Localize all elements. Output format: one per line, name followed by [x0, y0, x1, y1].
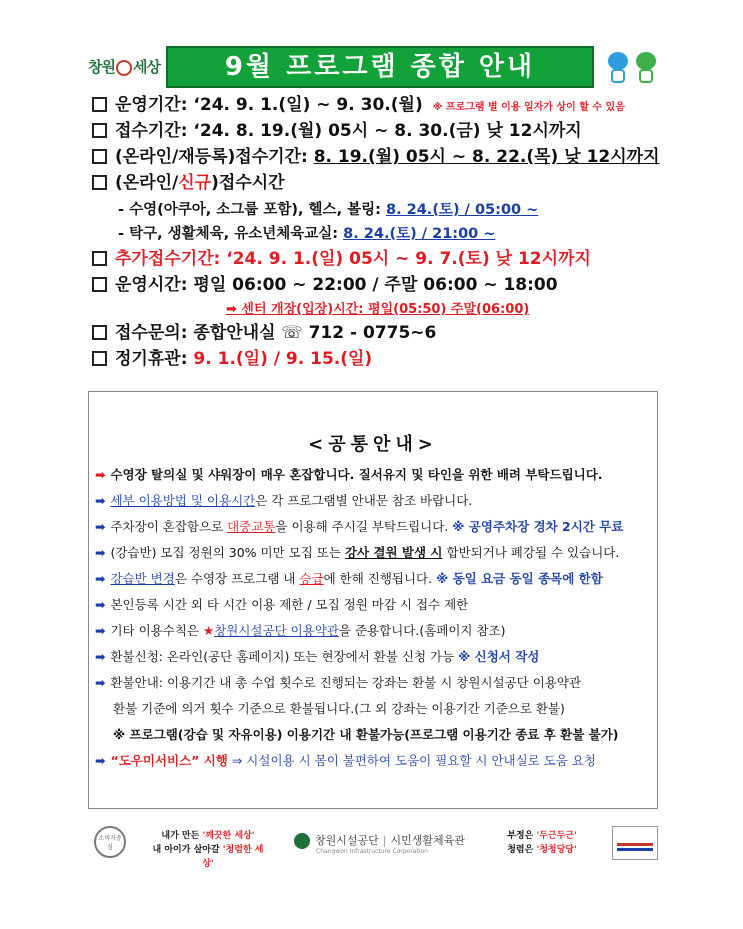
checkbox-icon [92, 351, 107, 366]
sub-center-opening-time: ➡ 센터 개장(입장)시간: 평일(05:50) 주말(06:00) [226, 302, 530, 317]
notice-item-11: ➡ “도우미서비스” 시행 ⇒ 시설이용 시 몸이 불편하여 도움이 필요할 시 안내실로 도움 요청 [95, 753, 597, 768]
notice-item-4: ➡ (강습반) 모집 정원의 30% 미만 모집 또는 강사 결원 발생 시 합반되거나 폐강될 수 있습니다. [95, 545, 620, 560]
arrow-right-icon: ➡ [95, 597, 106, 612]
sub-tabletennis-sports: - 탁구, 생활체육, 유소년체육교실: 8. 24.(토) / 21:00 ~ [118, 226, 496, 242]
notice-item-5: ➡ 강습반 변경은 수영장 프로그램 내 승급에 한해 진행됩니다. ※ 동일 요금 동일 종목에 한함 [95, 571, 603, 586]
notice-item-3: ➡ 주차장이 혼잡함으로 대중교통을 이용해 주시길 부탁드립니다. ※ 공영주차장 경차 2시간 무료 [95, 519, 624, 534]
footer-slogan-left: 내가 만든 '깨끗한 세상' 내 아이가 살아갈 '청렴한 세상' [152, 831, 264, 869]
common-notice-box [88, 391, 658, 809]
arrow-right-icon: ➡ [95, 675, 106, 690]
notice-item-10: ※ 프로그램(강습 및 자유이용) 이용기간 내 환불가능(프로그램 이용기간 종료 후 환불 불가) [113, 727, 619, 742]
checkbox-icon [92, 251, 107, 266]
row-operation-period: 운영기간: ‘24. 9. 1.(일) ~ 9. 30.(월) ※ 프로그램 별 이용 일자가 상이 할 수 있음 [92, 94, 625, 119]
arrow-right-icon: ➡ [95, 753, 106, 768]
corporation-mark-icon [294, 833, 310, 849]
mascots [602, 48, 662, 86]
arrow-right-icon: ➡ [95, 467, 106, 482]
checkbox-icon [92, 175, 107, 190]
row-registration-period: 접수기간: ‘24. 8. 19.(월) 05시 ~ 8. 30.(금) 낮 12시까지 [92, 120, 582, 142]
row-additional-registration: 추가접수기간: ‘24. 9. 1.(일) 05시 ~ 9. 7.(토) 낮 12시까지 [92, 248, 591, 270]
page-footer [88, 826, 658, 869]
row-online-new-registration: (온라인/신규)접수시간 [92, 172, 285, 194]
footer-slogan-right: 부정은 '두근두근' 청렴은 '청청당당' [507, 831, 577, 855]
row-online-reregistration: (온라인/재등록)접수기간: 8. 19.(월) 05시 ~ 8. 22.(목) 낮 12시까지 [92, 146, 660, 168]
checkbox-icon [92, 277, 107, 292]
notice-item-1: ➡ 수영장 탈의실 및 샤워장이 매우 혼잡합니다. 질서유지 및 타인을 위한 배려 부탁드립니다. [95, 467, 603, 482]
notice-title: <공통안내> [308, 434, 438, 455]
row-operating-hours: 운영시간: 평일 06:00 ~ 22:00 / 주말 06:00 ~ 18:00 [92, 274, 558, 296]
star-icon: ★ [202, 623, 215, 638]
mascot-blue-icon [606, 52, 630, 84]
notice-item-9-cont: 환불 기준에 의거 횟수 기준으로 환불됩니다.(그 외 강좌는 이용기간 기준으로 환불) [113, 701, 565, 716]
corporation-logo: 창원시설공단 | 시민생활체육관 Changwon Infrastructure Corporation [294, 832, 465, 849]
notice-item-8: ➡ 환불신청: 온라인(공단 홈페이지) 또는 현장에서 환불 신청 가능 ※ 신청서 작성 [95, 649, 540, 664]
consumer-seal-icon: 소비자중심 [94, 826, 126, 858]
arrow-right-icon: ➡ [95, 519, 106, 534]
arrow-right-icon: ➡ [95, 545, 106, 560]
arrow-right-icon: ➡ [95, 571, 106, 586]
notice-item-6: ➡ 본인등록 시간 외 타 시간 이용 제한 / 모집 정원 마감 시 접수 제한 [95, 597, 469, 612]
arrow-right-icon: ➡ [95, 649, 106, 664]
notice-item-7: ➡ 기타 이용수칙은 ★창원시설공단 이용약관을 준용합니다.(홈페이지 참조) [95, 623, 506, 638]
changwon-logo: 창원 세상 [88, 58, 160, 76]
row-inquiry: 접수문의: 종합안내실 ☏ 712 - 0775~6 [92, 322, 436, 344]
row-regular-closure: 정기휴관: 9. 1.(일) / 9. 15.(일) [92, 348, 372, 370]
notice-item-9: ➡ 환불안내: 이용기간 내 총 수업 횟수로 진행되는 강좌는 환불 시 창원시설공단 이용약관 [95, 675, 582, 690]
checkbox-icon [92, 149, 107, 164]
notice-item-2: ➡ 세부 이용방법 및 이용시간은 각 프로그램별 안내문 참조 바랍니다. [95, 493, 473, 508]
arrow-right-icon: ➡ [95, 493, 106, 508]
page-title: 9월 프로그램 종합 안내 [166, 46, 594, 88]
arrow-right-icon: ➡ [95, 623, 106, 638]
checkbox-icon [92, 123, 107, 138]
sub-swim-health-bowling: - 수영(아쿠아, 소그룹 포함), 헬스, 볼링: 8. 24.(토) / 05:00 ~ [118, 202, 539, 218]
page-header [88, 46, 658, 88]
logo-ring-icon [116, 60, 132, 76]
building-stamp-icon [612, 826, 658, 860]
checkbox-icon [92, 97, 107, 112]
mascot-green-icon [634, 52, 658, 84]
checkbox-icon [92, 325, 107, 340]
